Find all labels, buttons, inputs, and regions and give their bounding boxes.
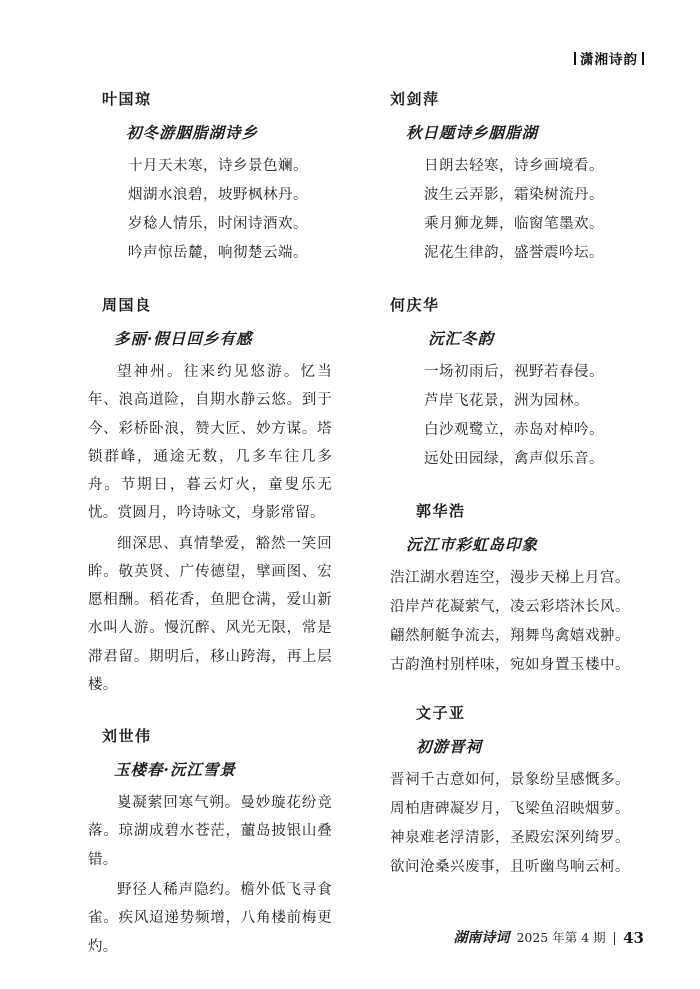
poem-paragraph: 望神州。往来约见悠游。忆当年、浪高道险，自期水静云悠。到于今、彩桥卧浪，赞大匠、妙方谋。塔锁群峰，通途无数，几多车往几多舟。节期日，暮云灯火，童叟乐无忧。赏圆月，吟诗咏文，身影常留。 <box>88 364 332 522</box>
poem-line: 波生云弄影，霜染树流丹。 <box>424 187 604 203</box>
poem-body <box>390 358 642 474</box>
poem-line: 十月天未寒，诗乡景色斓。 <box>128 158 308 174</box>
poem-line: 晋祠千古意如何，景象纷呈感慨多。 <box>390 772 630 788</box>
poem-line: 白沙观鹭立，赤岛对棹吟。 <box>424 422 604 438</box>
poem-title: 玉楼春·沅江雪景 <box>114 760 236 780</box>
poem-body <box>390 152 642 268</box>
column-left <box>0 88 350 987</box>
poem-title: 初游晋祠 <box>416 737 483 756</box>
running-head <box>574 48 644 68</box>
poem-author: 刘世伟 <box>102 727 152 746</box>
running-head-rule-left <box>574 52 576 65</box>
poem-title: 多丽·假日回乡有感 <box>114 329 253 348</box>
column-right <box>350 88 700 987</box>
poem-body <box>88 789 332 961</box>
poem-entry <box>390 294 642 474</box>
poem-line: 吟声惊岳麓，响彻楚云端。 <box>128 245 308 261</box>
footer-divider <box>614 932 616 945</box>
poem-title: 沅江市彩虹岛印象 <box>406 535 539 554</box>
poem-line: 神泉难老浮清影，圣殿宏深列绮罗。 <box>390 830 630 846</box>
page-footer <box>453 927 644 947</box>
poem-entry <box>390 88 642 268</box>
poem-title: 秋日题诗乡胭脂湖 <box>406 123 539 142</box>
poem-entry <box>390 500 642 680</box>
poem-line: 乘月狮龙舞，临窗笔墨欢。 <box>424 216 604 232</box>
poem-line: 古韵渔村别样味，宛如身置玉楼中。 <box>390 657 630 673</box>
running-head-rule-right <box>642 52 644 65</box>
poem-title: 沅汇冬韵 <box>428 329 495 348</box>
poem-paragraph: 嵏凝萦回寒气朔。曼妙璇花纷竞落。琼湖成碧水苍茫，蘁岛披银山叠错。 <box>88 795 332 868</box>
poem-paragraph: 细深思、真情挚爱，豁然一笑回眸。敬英贤、广传德望，擘画图、宏愿相酬。稻花香，鱼肥仓满，爱山新水叫人游。慢沉醉、风光无限，常是滞君留。期明后，移山跨海，再上层楼。 <box>88 535 332 693</box>
poem-line: 欲问沧桑兴废事，且听幽鸟响云柯。 <box>390 859 630 875</box>
poem-entry <box>88 725 332 961</box>
two-column-body <box>0 88 700 987</box>
poem-line: 一场初雨后，视野若春侵。 <box>424 364 604 380</box>
poem-entry <box>88 88 332 268</box>
poem-body <box>390 564 642 680</box>
poem-line: 周柏唐碑凝岁月，飞梁鱼沼映烟萝。 <box>390 801 630 817</box>
poem-entry <box>88 294 332 699</box>
poem-author: 郭华浩 <box>416 502 466 520</box>
poem-author: 周国良 <box>102 296 152 314</box>
poem-line: 沿岸芦花凝萦气，凌云彩塔沐长风。 <box>390 599 630 615</box>
poem-line: 烟湖水浪碧，坡野枫林丹。 <box>128 187 308 203</box>
poem-line: 翩然舸艇争流去，翔舞鸟禽嬉戏翀。 <box>390 628 630 644</box>
running-head-label: 潇湘诗韵 <box>580 52 638 68</box>
poem-entry <box>390 702 642 882</box>
poem-line: 岁稔人情乐，时闲诗酒欢。 <box>128 216 308 232</box>
poem-body <box>390 766 642 882</box>
poem-line: 芦岸飞花景，洲为园林。 <box>424 393 589 409</box>
poem-body <box>88 358 332 699</box>
poem-line: 日朗去轻寒，诗乡画境看。 <box>424 158 604 174</box>
issue-label: 2025 年第 4 期 <box>516 930 606 945</box>
poem-body <box>88 152 332 268</box>
poem-author: 何庆华 <box>390 296 440 314</box>
poem-line: 浩江湖水碧连空，漫步天梯上月宫。 <box>390 570 630 586</box>
poem-author: 文子亚 <box>416 704 466 722</box>
page-number: 43 <box>623 929 644 947</box>
magazine-name: 湖南诗词 <box>453 930 510 946</box>
poem-line: 泥花生律韵，盛誉震吟坛。 <box>424 245 604 261</box>
poem-author: 叶国琼 <box>102 90 152 108</box>
poem-paragraph: 野径人稀声隐约。檐外低飞寻食雀。疾风迢递势频增，八角楼前梅更灼。 <box>88 881 332 955</box>
poem-author: 刘剑萍 <box>390 90 440 108</box>
poem-line: 远处田园绿，禽声似乐音。 <box>424 451 604 467</box>
poem-title: 初冬游胭脂湖诗乡 <box>126 123 259 142</box>
